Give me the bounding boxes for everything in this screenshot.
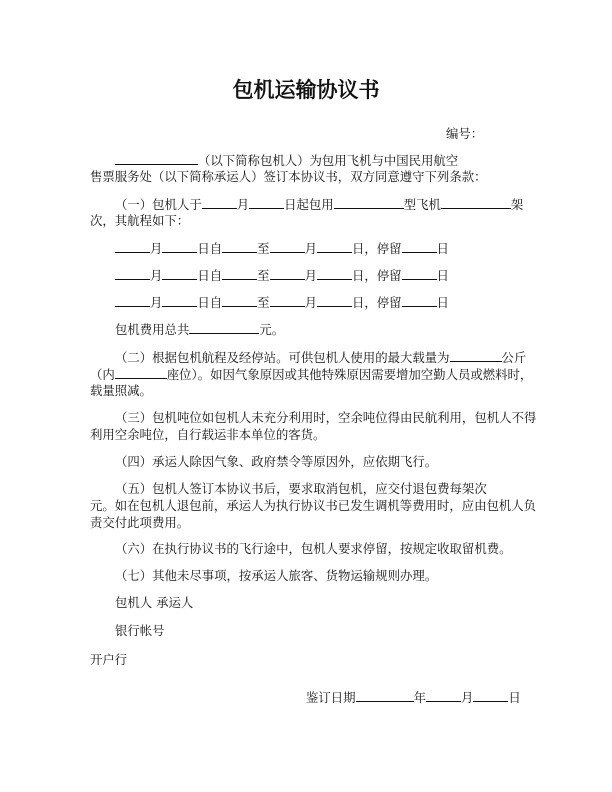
blank[interactable] <box>270 295 305 307</box>
blank[interactable] <box>222 268 257 280</box>
text: 公斤 <box>501 350 527 365</box>
text: （一）包机人于 <box>115 197 202 212</box>
text: 日 <box>436 295 449 310</box>
text: （二）根据包机航程及经停站。可供包机人使用的最大载量为 <box>115 350 450 365</box>
blank[interactable] <box>317 241 352 253</box>
blank[interactable] <box>334 197 404 209</box>
blank[interactable] <box>441 197 511 209</box>
text: 架 <box>510 197 524 212</box>
route-line <box>115 295 449 310</box>
text: 鉴订日期 <box>306 690 356 705</box>
text: 至 <box>257 295 270 310</box>
clause-7: （七）其他未尽事项，按承运人旅客、货物运输规则办理。 <box>115 568 438 583</box>
blank[interactable] <box>162 295 197 307</box>
clause-2-line-3: 载量照减。 <box>90 383 152 398</box>
text: 至 <box>257 241 270 256</box>
sign-date <box>306 690 521 705</box>
route-line <box>115 241 449 256</box>
blank[interactable] <box>402 241 437 253</box>
blank[interactable] <box>222 295 257 307</box>
blank[interactable] <box>317 295 352 307</box>
charterer-blank[interactable] <box>115 153 198 165</box>
blank[interactable] <box>115 241 150 253</box>
blank[interactable] <box>162 241 197 253</box>
clause-5-line-1: （五）包机人签订本协议书后，要求取消包机，应交付退包费每架次 <box>115 481 487 496</box>
text: 座位）。如因气象原因或其他特殊原因需要增加空勤人员或燃料时， <box>166 367 533 382</box>
parties: 包机人 承运人 <box>115 595 194 610</box>
text: 月 <box>150 241 163 256</box>
clause-6: （六）在执行协议书的飞行途中，包机人要求停留，按规定收取留机费。 <box>115 541 512 556</box>
text: 月 <box>236 197 250 212</box>
document-title: 包机运输协议书 <box>232 78 380 102</box>
text: 日 <box>508 690 521 705</box>
blank[interactable] <box>270 241 305 253</box>
text: （以下简称包机人）为包用飞机与中国民用航空 <box>198 153 459 168</box>
blank[interactable] <box>249 197 284 209</box>
clause-5-line-3: 责交付此项费用。 <box>90 515 190 530</box>
blank[interactable] <box>115 268 150 280</box>
text: （内 <box>90 367 115 382</box>
fee-line <box>115 322 284 337</box>
year-blank[interactable] <box>356 690 414 702</box>
clause-3-line-2: 利用空余吨位，自行载运非本单位的客货。 <box>90 427 326 442</box>
text: 至 <box>257 268 270 283</box>
blank[interactable] <box>402 295 437 307</box>
clause-2 <box>115 350 526 365</box>
text: 月 <box>304 241 317 256</box>
text: 日，停留 <box>351 295 402 310</box>
blank[interactable] <box>450 350 502 362</box>
text: 元。 <box>259 322 285 337</box>
day-blank[interactable] <box>473 690 508 702</box>
text: 月 <box>304 268 317 283</box>
clause-4: （四）承运人除因气象、政府禁令等原因外，应依期飞行。 <box>115 454 438 469</box>
text: 日，停留 <box>351 268 402 283</box>
bank: 开户行 <box>90 652 128 667</box>
clause-2-line-2 <box>90 367 532 382</box>
text: 年 <box>413 690 426 705</box>
text: 日自 <box>197 241 223 256</box>
text: 日自 <box>197 295 223 310</box>
text: 月 <box>150 295 163 310</box>
month-blank[interactable] <box>426 690 461 702</box>
clause-1 <box>115 197 523 212</box>
blank[interactable] <box>270 268 305 280</box>
intro-line-1 <box>115 153 458 168</box>
blank[interactable] <box>115 295 150 307</box>
clause-1-line-2: 次，其航程如下： <box>90 213 190 228</box>
text: 型飞机 <box>403 197 441 212</box>
blank[interactable] <box>202 197 237 209</box>
clause-3-line-1: （三）包机吨位如包机人未充分利用时，空余吨位得由民航利用，包机人不得 <box>115 410 537 425</box>
number-label: 编号： <box>446 126 484 141</box>
text: 日起包用 <box>284 197 334 212</box>
text: 包机费用总共 <box>115 322 190 337</box>
text: 日自 <box>197 268 223 283</box>
route-line <box>115 268 449 283</box>
fee-blank[interactable] <box>189 322 259 334</box>
blank[interactable] <box>162 268 197 280</box>
text: 月 <box>304 295 317 310</box>
text: 日 <box>436 241 449 256</box>
blank[interactable] <box>402 268 437 280</box>
blank[interactable] <box>115 367 167 379</box>
text: 月 <box>460 690 474 705</box>
blank[interactable] <box>222 241 257 253</box>
text: 日 <box>436 268 449 283</box>
text: 月 <box>150 268 163 283</box>
blank[interactable] <box>317 268 352 280</box>
bank-account: 银行帐号 <box>115 623 165 638</box>
clause-5-line-2: 元。如在包机人退包前，承运人为执行协议书已发生调机等费用时，应由包机人负 <box>90 498 537 513</box>
intro-line-2: 售票服务处（以下简称承运人）签订本协议书，双方同意遵守下列条款： <box>90 169 487 184</box>
text: 日，停留 <box>351 241 402 256</box>
